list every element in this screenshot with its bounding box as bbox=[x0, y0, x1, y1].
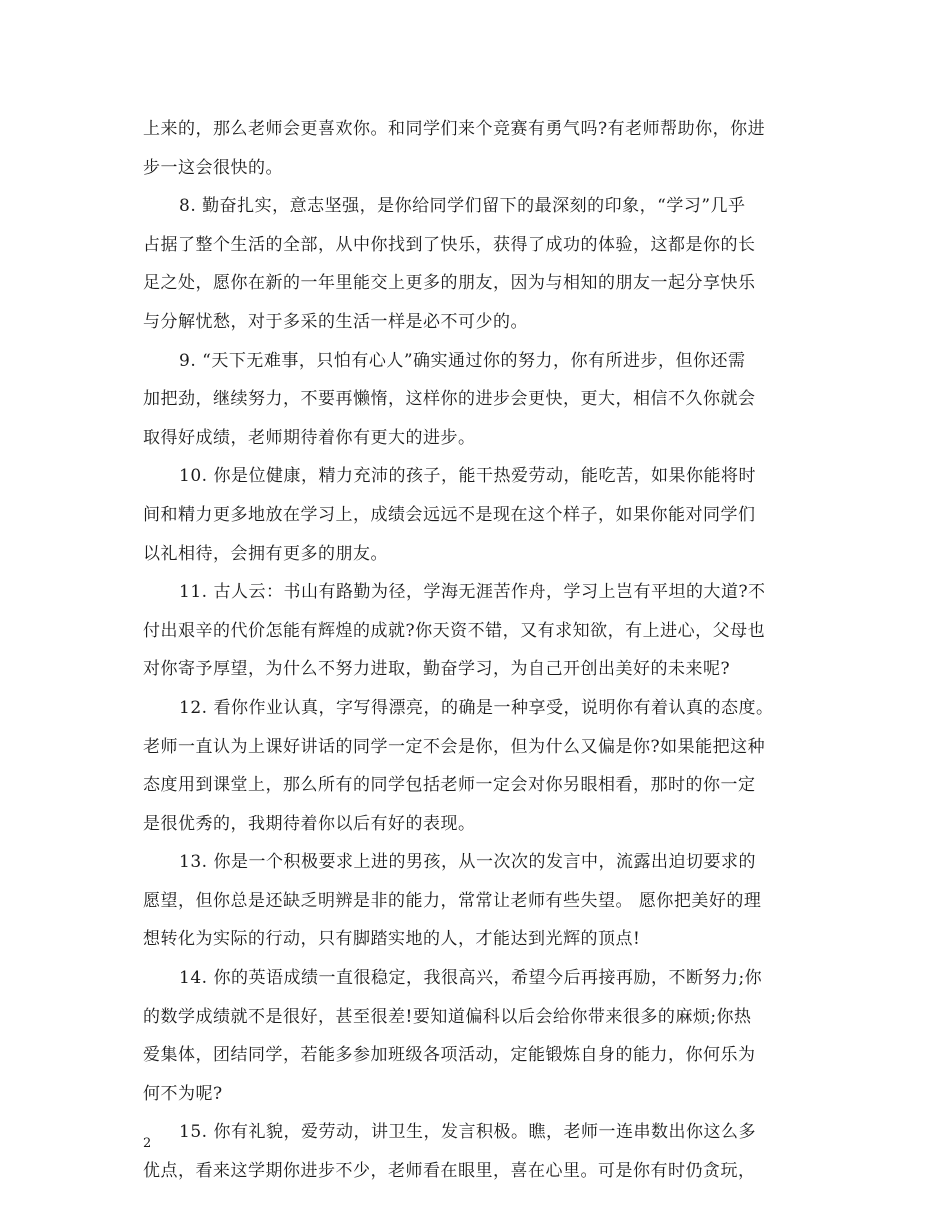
paragraph-line: 加把劲，继续努力，不要再懒惰，这样你的进步会更快，更大，相信不久你就会 bbox=[143, 389, 756, 410]
paragraph-line: 何不为呢? bbox=[143, 1083, 223, 1104]
document-body bbox=[143, 110, 811, 1191]
paragraph-first-line: 10. 你是位健康，精力充沛的孩子，能干热爱劳动，能吃苦，如果你能将时 bbox=[179, 466, 756, 487]
paragraph-line: 是很优秀的，我期待着你以后有好的表现。 bbox=[143, 813, 476, 834]
paragraph-line: 态度用到课堂上，那么所有的同学包括老师一定会对你另眼相看，那时的你一定 bbox=[143, 775, 756, 796]
paragraph-line: 步一这会很快的。 bbox=[143, 157, 283, 178]
paragraph-line: 间和精力更多地放在学习上，成绩会远远不是现在这个样子，如果你能对同学们 bbox=[143, 504, 756, 525]
paragraph-line: 愿望，但你总是还缺乏明辨是非的能力，常常让老师有些失望。 愿你把美好的理 bbox=[143, 890, 762, 911]
paragraph-first-line: 14. 你的英语成绩一直很稳定，我很高兴，希望今后再接再励，不断努力;你 bbox=[179, 968, 763, 989]
paragraph-line: 取得好成绩，老师期待着你有更大的进步。 bbox=[143, 427, 476, 448]
paragraph-line: 对你寄予厚望，为什么不努力进取，勤奋学习，为自己开创出美好的未来呢? bbox=[143, 659, 731, 680]
paragraph-first-line: 9. “天下无难事，只怕有心人”确实通过你的努力，你有所进步，但你还需 bbox=[179, 350, 746, 371]
paragraph-line: 与分解忧愁，对于多采的生活一样是必不可少的。 bbox=[143, 311, 528, 332]
paragraph-line: 以礼相待，会拥有更多的朋友。 bbox=[143, 543, 388, 564]
paragraph-line: 爱集体，团结同学，若能多参加班级各项活动，定能锻炼自身的能力，你何乐为 bbox=[143, 1045, 756, 1066]
paragraph-first-line: 13. 你是一个积极要求上进的男孩，从一次次的发言中，流露出迫切要求的 bbox=[179, 852, 756, 873]
paragraph-first-line: 12. 看你作业认真，字写得漂亮，的确是一种享受，说明你有着认真的态度。 bbox=[179, 697, 774, 718]
paragraph-first-line: 8. 勤奋扎实，意志坚强，是你给同学们留下的最深刻的印象，“学习”几乎 bbox=[179, 196, 746, 217]
paragraph-first-line: 15. 你有礼貌，爱劳动，讲卫生，发言积极。瞧，老师一连串数出你这么多 bbox=[179, 1122, 756, 1143]
paragraph-line: 付出艰辛的代价怎能有辉煌的成就?你天资不错，又有求知欲，有上进心，父母也 bbox=[143, 620, 766, 641]
paragraph-line: 老师一直认为上课好讲话的同学一定不会是你，但为什么又偏是你?如果能把这种 bbox=[143, 736, 766, 757]
paragraph-first-line: 11. 古人云：书山有路勤为径，学海无涯苦作舟，学习上岂有平坦的大道?不 bbox=[179, 582, 766, 603]
paragraph-line: 占据了整个生活的全部，从中你找到了快乐，获得了成功的体验，这都是你的长 bbox=[143, 234, 756, 255]
paragraph-line: 想转化为实际的行动，只有脚踏实地的人，才能达到光辉的顶点! bbox=[143, 929, 641, 950]
paragraph-line: 的数学成绩就不是很好，甚至很差!要知道偏科以后会给你带来很多的麻烦;你热 bbox=[143, 1006, 752, 1027]
page-number: 2 bbox=[143, 1136, 152, 1151]
paragraph-line: 足之处，愿你在新的一年里能交上更多的朋友，因为与相知的朋友一起分享快乐 bbox=[143, 273, 756, 294]
paragraph-line: 上来的，那么老师会更喜欢你。和同学们来个竞赛有勇气吗?有老师帮助你，你进 bbox=[143, 119, 766, 139]
paragraph-line: 优点，看来这学期你进步不少，老师看在眼里，喜在心里。可是你有时仍贪玩， bbox=[143, 1161, 756, 1182]
